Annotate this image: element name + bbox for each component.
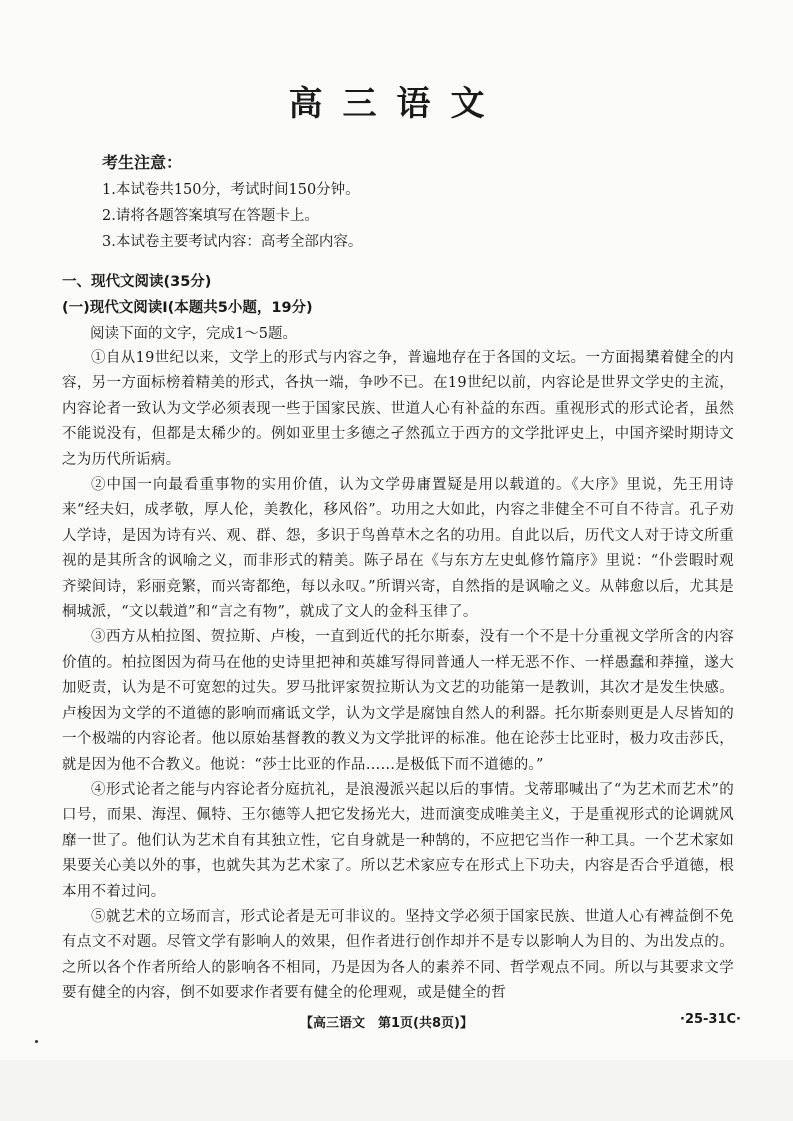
notice-heading: 考生注意： — [102, 153, 183, 172]
passage-paragraph: ①自从19世纪以来，文学上的形式与内容之争，普遍地存在于各国的文坛。一方面揭橥着健全的内容，另一方面标榜着精美的形式，各执一端，争吵不已。在19世纪以前，内容论是世界文学史的主流，内容论者一致认为文学必须表现一些于国家民族、世道人心有补益的东西。重视形式的形式论者，虽然不能说没有，但都是太稀少的。例如亚里士多德之孑然孤立于西方的文学批评史上，中国齐梁时期诗文之为历代所诟病。 — [62, 350, 734, 468]
exam-code: ·25-31C· — [680, 1012, 741, 1027]
notice-item: 1.本试卷共150分，考试时间150分钟。 — [102, 182, 360, 198]
notice-item: 2.请将各题答案填写在答题卡上。 — [102, 208, 319, 224]
section-heading: 一、现代文阅读(35分) — [62, 274, 212, 290]
passage-paragraph: ③西方从柏拉图、贺拉斯、卢梭，一直到近代的托尔斯泰，没有一个不是十分重视文学所含的内容价值的。柏拉图因为荷马在他的史诗里把神和英雄写得同普通人一样无恶不作、一样愚蠢和莽撞，遂大加贬责，认为是不可宽恕的过失。罗马批评家贺拉斯认为文艺的功能第一是教训，其次才是发生快感。卢梭因为文学的不道德的影响而痛诋文学，认为文学是腐蚀自然人的利器。托尔斯泰则更是人尽皆知的一个极端的内容论者。他以原始基督教的教义为文学批评的标准。他在论莎士比亚时，极力攻击莎氏，就是因为他不合教义。他说：“莎士比亚的作品……是极低下而不道德的。” — [62, 629, 734, 773]
page-number-label: 【高三语文 第1页(共8页)】 — [300, 1016, 473, 1031]
instruction-text: 阅读下面的文字，完成1～5题。 — [90, 326, 297, 342]
page-title: 高三语文 — [288, 84, 505, 124]
subsection-heading: (一)现代文阅读Ⅰ(本题共5小题，19分) — [62, 300, 313, 316]
reading-passage — [62, 346, 734, 1007]
passage-paragraph: ⑤就艺术的立场而言，形式论者是无可非议的。坚持文学必须于国家民族、世道人心有裨益倒不免有点文不对题。尽管文学有影响人的效果，但作者进行创作却并不是专以影响人为目的、为出发点的。之所以各个作者所给人的影响各不相同，乃是因为各人的素养不同、哲学观点不同。所以与其要求文学要有健全的内容，倒不如要求作者要有健全的伦理观，或是健全的哲 — [62, 908, 734, 1002]
notice-item: 3.本试卷主要考试内容：高考全部内容。 — [102, 234, 363, 250]
passage-paragraph: ④形式论者之能与内容论者分庭抗礼，是浪漫派兴起以后的事情。戈蒂耶喊出了“为艺术而艺术”的口号，而果、海涅、佩特、王尔德等人把它发扬光大，进而演变成唯美主义，于是重视形式的论调就风靡一世了。他们认为艺术自有其独立性，它自身就是一种鹄的，不应把它当作一种工具。一个艺术家如果要关心美以外的事，也就失其为艺术家了。所以艺术家应专在形式上下功夫，内容是否合乎道德，根本用不着过问。 — [62, 781, 734, 900]
passage-paragraph: ②中国一向最看重事物的实用价值，认为文学毋庸置疑是用以载道的。《大序》里说，先王用诗来“经夫妇，成孝敬，厚人伦，美教化，移风俗”。功用之大如此，内容之非健全不可自不待言。孔子劝人学诗，是因为诗有兴、观、群、怨，多识于鸟兽草木之名的功用。自此以后，历代文人对于诗文所重视的是其所含的讽喻之义，而非形式的精美。陈子昂在《与东方左史虬修竹篇序》里说：“仆尝暇时观齐梁间诗，彩丽竞繁，而兴寄都绝，每以永叹。”所谓兴寄，自然指的是讽喻之义。从韩愈以后，尤其是桐城派，“文以载道”和“言之有物”，就成了文人的金科玉律了。 — [62, 477, 734, 621]
notice-block — [102, 150, 662, 255]
scan-dot — [35, 1040, 38, 1043]
